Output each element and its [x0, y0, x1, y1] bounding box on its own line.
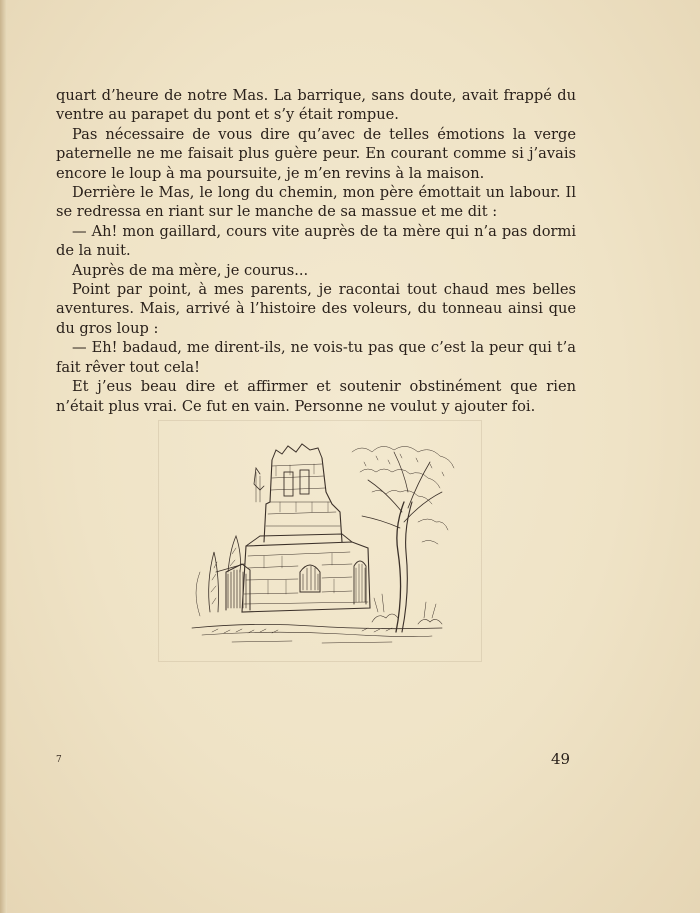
body-text [56, 86, 576, 416]
paragraph-6: Point par point, à mes parents, je racontai tout chaud mes belles aventures. Mais, arrivé à l’histoire des voleurs, du tonneau ainsi que du gros loup : [56, 281, 576, 337]
page-edge-shadow [0, 0, 7, 913]
paragraph-3: Derrière le Mas, le long du chemin, mon père émottait un labour. Il se redressa en riant sur le manche de sa massue et me dit : [56, 184, 576, 221]
paragraph-8: Et j’eus beau dire et affirmer et soutenir obstinément que rien n’était plus vrai. Ce fut en vain. Personne ne voulut y ajouter foi. [56, 378, 576, 415]
paragraph-2: Pas nécessaire de vous dire qu’avec de telles émotions la verge paternelle ne me faisait plus guère peur. En courant comme si j’avais encore le loup à ma poursuite, je m’en revins à la maison. [56, 125, 576, 182]
paragraph-1: quart d’heure de notre Mas. La barrique, sans doute, avait frappé du ventre au parapet du pont et s’y était rompue. [56, 87, 576, 124]
paragraph-5: Auprès de ma mère, je courus... [72, 261, 309, 279]
page-number: 49 [551, 750, 571, 768]
paragraph-4: — Ah! mon gaillard, cours vite auprès de ta mère qui n’a pas dormi de la nuit. [56, 222, 576, 260]
paragraph-7: — Eh! badaud, me dirent-ils, ne vois-tu pas que c’est la peur qui t’a fait rêver tout cela! [56, 339, 576, 376]
signature-mark: 7 [56, 755, 62, 765]
ruined-tower-etching-icon [172, 432, 462, 652]
